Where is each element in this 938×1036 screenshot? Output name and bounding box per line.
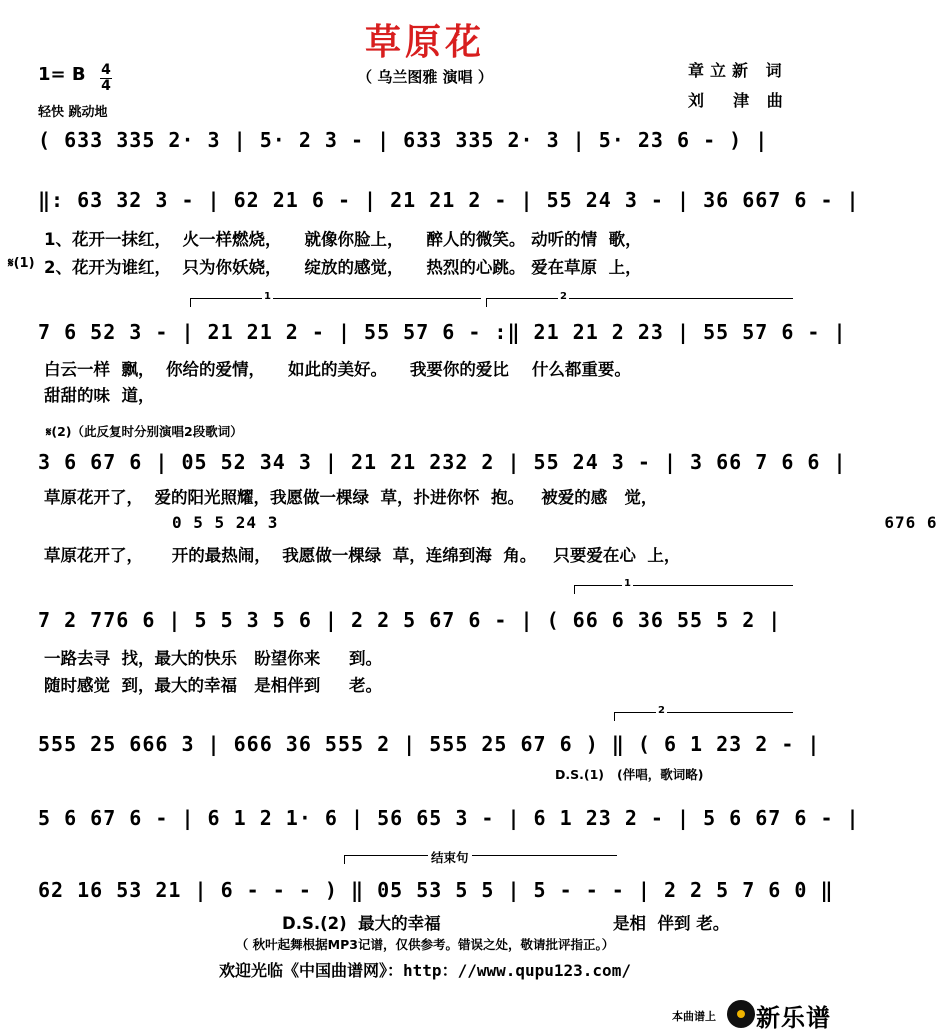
ending-bracket xyxy=(344,855,617,864)
segno-1-mark: 𝄋(1) xyxy=(8,256,35,271)
score-line-3: 7 6 52 3 - | 21 21 2 - | 55 57 6 - :‖ 21 21 2 23 | 55 57 6 - | xyxy=(38,320,847,344)
score-line-8: 62 16 53 21 | 6 - - - ) ‖ 05 53 5 5 | 5 - - - | 2 2 5 7 6 0 ‖ xyxy=(38,878,834,902)
volta-bracket-3 xyxy=(574,585,793,594)
lyric-line-2a: 1、花开一抹红， 火一样燃烧， 就像你脸上， 醉人的微笑。 动听的情 歌， xyxy=(44,230,642,249)
composer-credit: 刘 津 曲 xyxy=(688,91,789,110)
lyric-line-8: D.S.(2) 最大的幸福 是相 伴到 老。 xyxy=(282,914,730,933)
score-line-2: ‖: 63 32 3 - | 62 21 6 - | 21 21 2 - | 55 24 3 - | 36 667 6 - | xyxy=(38,188,860,212)
time-signature xyxy=(100,63,112,93)
lyric-line-3b: 甜甜的味 道， xyxy=(44,386,155,405)
lyric-line-4b: 草原花开了， 开的最热闹， 我愿做一棵绿 草，连绵到海 角。 只要爱在心 上， xyxy=(44,546,681,565)
score-line-1: ( 633 335 2· 3 | 5· 2 3 - | 633 335 2· 3 | 5· 23 6 - ) | xyxy=(38,128,769,152)
alt-notes-line-4: 0 5 5 24 3 676 6 xyxy=(172,513,938,532)
publisher-logo: 新乐谱 xyxy=(756,1004,831,1032)
volta-number-2: 2 xyxy=(560,291,567,302)
volta-number-3: 1 xyxy=(624,578,631,589)
lyric-line-4a: 草原花开了， 爱的阳光照耀，我愿做一棵绿 草，扑进你怀 抱。 被爱的感 觉， xyxy=(44,488,658,507)
singer-credit: （ 乌兰图雅 演唱 ） xyxy=(357,68,493,86)
transcription-note: （ 秋叶起舞根据MP3记谱，仅供参考。错误之处，敬请批评指正。） xyxy=(235,937,615,952)
ds1-mark: D.S.(1) (伴唱，歌词略) xyxy=(555,767,704,782)
website-welcome: 欢迎光临《中国曲谱网》：http：//www.qupu123.com/ xyxy=(219,961,631,980)
segno-2-mark: 𝄋(2)（此反复时分别演唱2段歌词） xyxy=(46,424,243,439)
volta-number-1: 1 xyxy=(264,291,271,302)
score-line-6: 555 25 666 3 | 666 36 555 2 | 555 25 67 6 ) ‖ ( 6 1 23 2 - | xyxy=(38,732,821,756)
key-signature: 1= B xyxy=(38,64,86,85)
lyric-line-3a: 白云一样 飘， 你给的爱情， 如此的美好。 我要你的爱比 什么都重要。 xyxy=(44,360,631,379)
song-title: 草原花 xyxy=(364,22,485,63)
lyric-line-5a: 一路去寻 找，最大的快乐 盼望你来 到。 xyxy=(44,649,382,668)
tempo-mark: 轻快 跳动地 xyxy=(38,105,108,120)
lyricist-credit: 章立新 词 xyxy=(688,61,788,80)
publisher-caption: 本曲谱上 xyxy=(672,1010,716,1023)
ending-label: 结束句 xyxy=(428,848,472,866)
volta-bracket-2 xyxy=(486,298,793,307)
volta-number-4: 2 xyxy=(658,705,665,716)
lyric-line-5b: 随时感觉 到，最大的幸福 是相伴到 老。 xyxy=(44,676,382,695)
volta-bracket-4 xyxy=(614,712,793,721)
score-line-4: 3 6 67 6 | 05 52 34 3 | 21 21 232 2 | 55 24 3 - | 3 66 7 6 6 | xyxy=(38,450,847,474)
score-line-5: 7 2 776 6 | 5 5 3 5 6 | 2 2 5 67 6 - | ( 66 6 36 55 5 2 | xyxy=(38,608,782,632)
record-logo-icon xyxy=(727,1000,755,1028)
meter-top: 4 xyxy=(101,62,111,78)
lyric-line-2b: 2、花开为谁红， 只为你妖娆， 绽放的感觉， 热烈的心跳。 爱在草原 上， xyxy=(44,258,642,277)
score-line-7: 5 6 67 6 - | 6 1 2 1· 6 | 56 65 3 - | 6 1 23 2 - | 5 6 67 6 - | xyxy=(38,806,860,830)
volta-bracket-1 xyxy=(190,298,481,307)
meter-bottom: 4 xyxy=(101,78,111,94)
